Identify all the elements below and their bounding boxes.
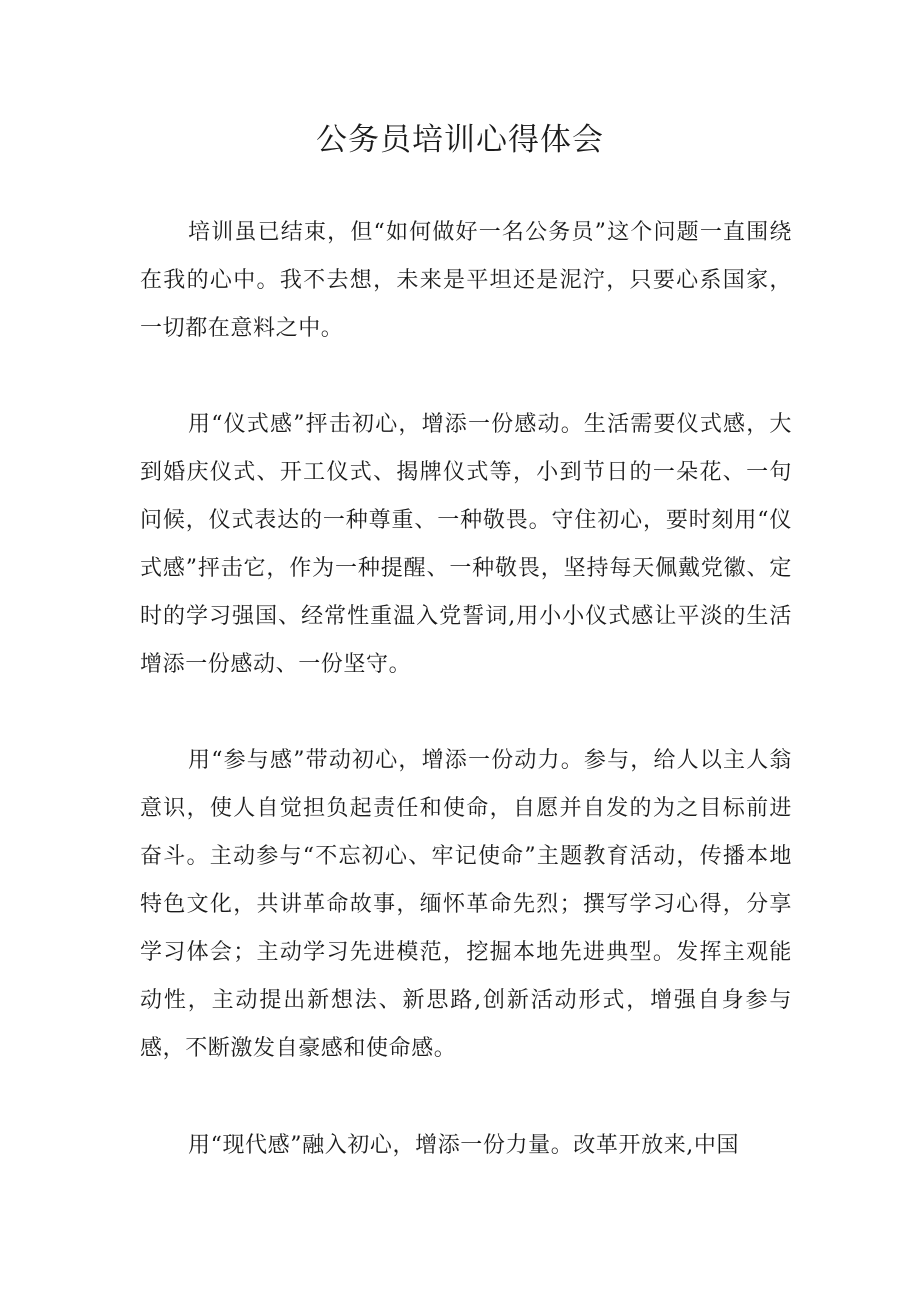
paragraph-2: 用“仪式感”抨击初心，增添一份感动。生活需要仪式感，大到婚庆仪式、开工仪式、揭牌仪式等，小到节日的一朵花、一句问候，仪式表达的一种尊重、一种敬畏。守住初心，要时刻用“仪式感”抨击它，作为一种提醒、一种敬畏，坚持每天佩戴党徽、定时的学习强国、经常性重温入党誓词,用小小仪式感让平淡的生活增添一份感动、一份坚守。 xyxy=(140,412,792,677)
paragraph-4: 用“现代感”融入初心，增添一份力量。改革开放来,中国 xyxy=(188,1133,740,1158)
paragraph-1: 培训虽已结束，但“如何做好一名公务员”这个问题一直围绕在我的心中。我不去想，未来是平坦还是泥泞，只要心系国家，一切都在意料之中。 xyxy=(140,220,792,341)
paragraph-3: 用“参与感”带动初心，增添一份动力。参与，给人以主人翁意识，使人自觉担负起责任和使命，自愿并自发的为之目标前进奋斗。主动参与“不忘初心、牢记使命”主题教育活动，传播本地特色文化，共讲革命故事，缅怀革命先烈；撰写学习心得，分享学习体会；主动学习先进模范，挖掘本地先进典型。发挥主观能动性，主动提出新想法、新思路,创新活动形式，增强自身参与感，不断激发自豪感和使命感。 xyxy=(140,748,792,1061)
document-title: 公务员培训心得体会 xyxy=(316,122,604,158)
